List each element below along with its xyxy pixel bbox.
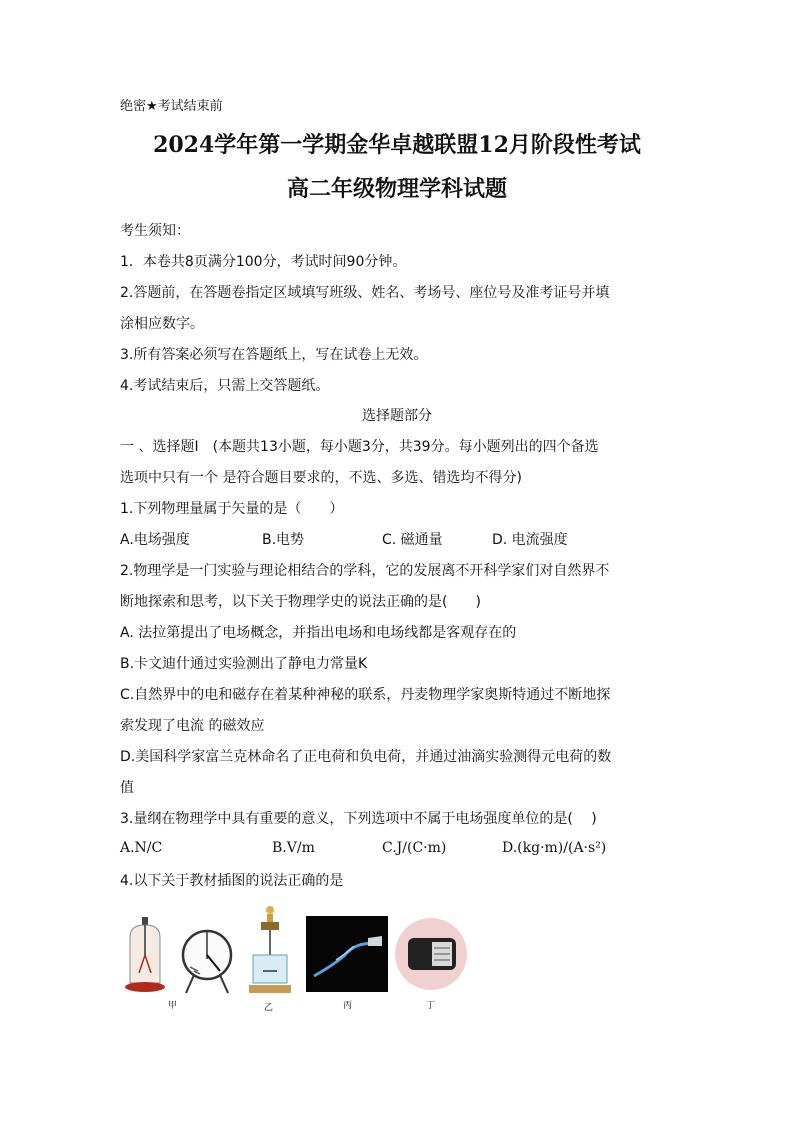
electrometer-figure	[178, 925, 236, 995]
notice-item: 3.所有答案必须写在答题纸上，写在试卷上无效。	[120, 347, 428, 363]
notice-item: 4.考试结束后，只需上交答题纸。	[120, 378, 330, 394]
q2-option-d-cont: 值	[120, 780, 134, 796]
notice-item: 1．本卷共8页满分100分，考试时间90分钟。	[120, 254, 407, 270]
figure-caption-jia: 甲	[168, 1001, 178, 1011]
q3-option-d: D.(kg·m)/(A·s²)	[502, 840, 607, 856]
q1-option-c: C. 磁通量	[382, 532, 443, 548]
confidential-mark: 绝密★考试结束前	[120, 99, 223, 114]
section-intro: 选项中只有一个 是符合题目要求的，不选、多选、错选均不得分)	[120, 470, 522, 486]
exam-subtitle: 高二年级物理学科试题	[286, 176, 507, 202]
section-title: 选择题部分	[362, 408, 432, 424]
q3-option-a: A.N/C	[120, 840, 163, 856]
q3-option-b: B.V/m	[272, 840, 315, 856]
q2-option-b: B.卡文迪什通过实验测出了静电力常量K	[120, 656, 368, 672]
q1-stem: 1.下列物理量属于矢量的是（ ）	[120, 501, 344, 517]
figure-caption-ding: 丁	[426, 1001, 436, 1011]
q2-option-c-cont: 索发现了电流 的磁效应	[120, 718, 265, 734]
q1-option-a: A.电场强度	[120, 532, 190, 548]
q2-stem: 断地探索和思考，以下关于物理学史的说法正确的是( )	[120, 594, 481, 610]
notice-item: 2.答题前，在答题卷指定区域填写班级、姓名、考场号、座位号及准考证号并填	[120, 285, 610, 301]
q2-option-c: C.自然界中的电和磁存在着某种神秘的联系，丹麦物理学家奥斯特通过不断地探	[120, 687, 611, 703]
notice-heading: 考生须知：	[120, 223, 190, 239]
q2-option-a: A. 法拉第提出了电场概念，并指出电场和电场线都是客观存在的	[120, 625, 517, 641]
capacitor-photo-figure	[392, 916, 470, 992]
q2-stem: 2.物理学是一门实验与理论相结合的学科，它的发展离不开科学家们对自然界不	[120, 563, 610, 579]
apparatus-figure	[247, 905, 295, 997]
spark-photo-figure	[306, 916, 388, 992]
q4-stem: 4.以下关于教材插图的说法正确的是	[120, 873, 344, 889]
notice-item: 涂相应数字。	[120, 316, 204, 332]
exam-title: 2024学年第一学期金华卓越联盟12月阶段性考试	[153, 132, 641, 158]
electroscope-figure	[122, 915, 168, 995]
figure-caption-yi: 乙	[264, 1003, 274, 1013]
q1-option-b: B.电势	[262, 532, 305, 548]
q3-option-c: C.J/(C·m)	[382, 840, 447, 856]
q3-stem: 3.量纲在物理学中具有重要的意义，下列选项中不属于电场强度单位的是( )	[120, 811, 597, 827]
figure-caption-bing: 丙	[343, 1001, 353, 1011]
q2-option-d: D.美国科学家富兰克林命名了正电荷和负电荷，并通过油滴实验测得元电荷的数	[120, 749, 612, 765]
q1-option-d: D. 电流强度	[492, 532, 568, 548]
section-intro: 一 、选择题Ⅰ (本题共13小题，每小题3分，共39分。每小题列出的四个备选	[120, 439, 599, 455]
